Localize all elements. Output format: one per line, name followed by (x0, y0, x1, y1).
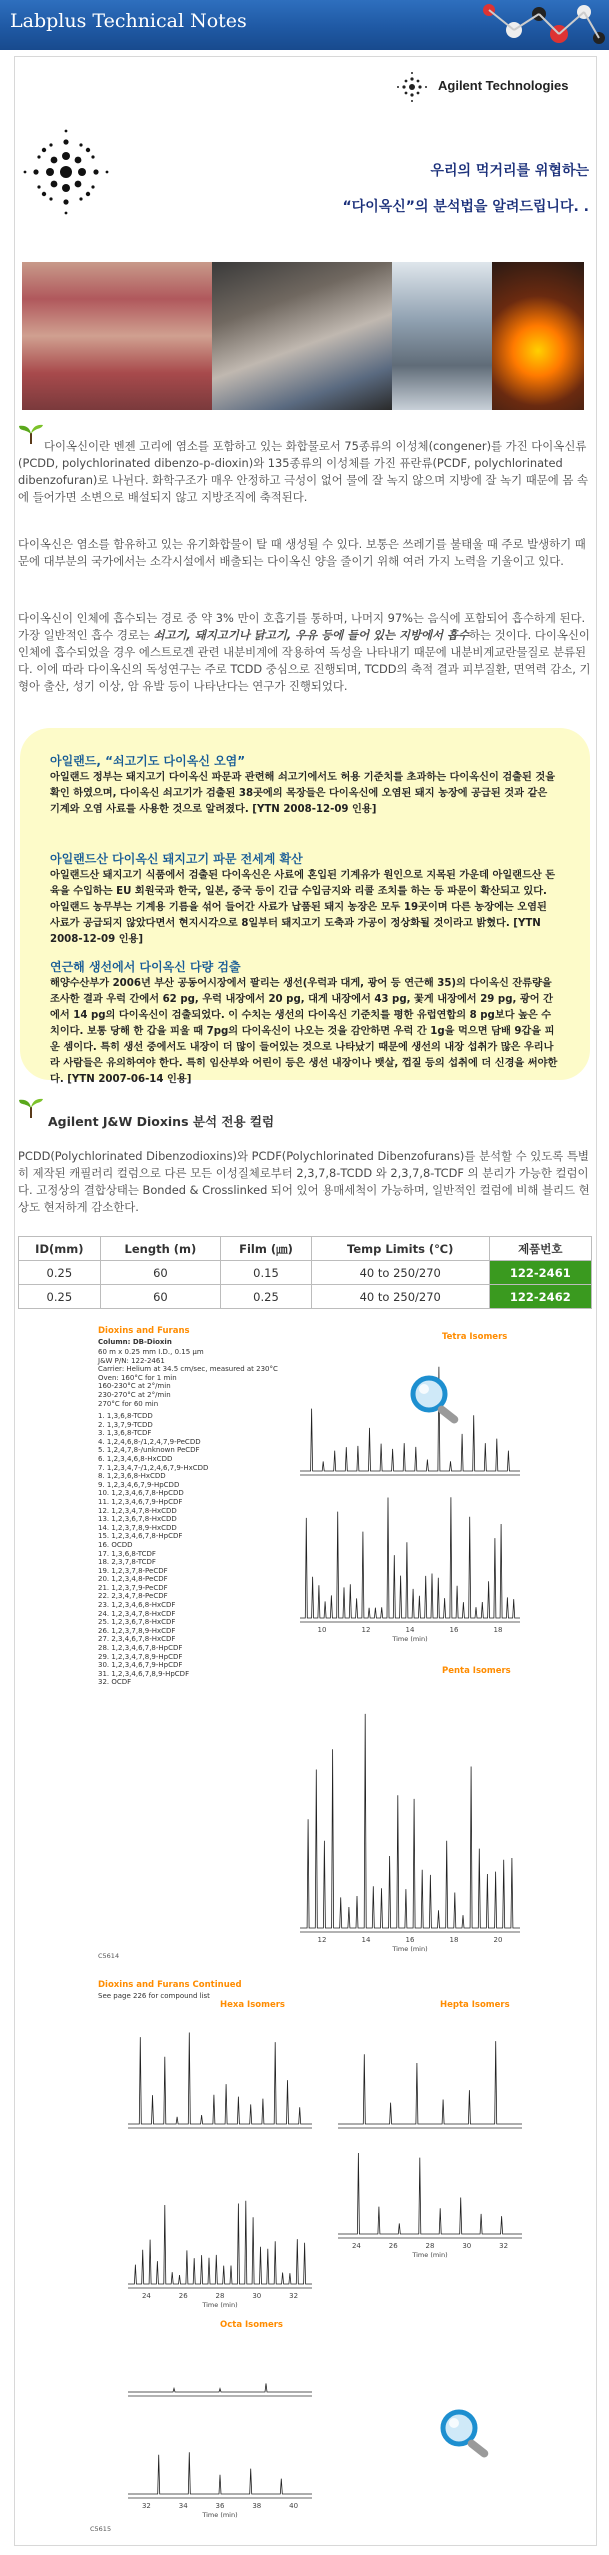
news-body-2: 아일랜드산 돼지고기 식품에서 검출된 다이옥신은 사료에 혼입된 기계유가 원인으로 지목된 가운데 아일랜드산 돈육을 수입하는 EU 회원국과 한국, 일본, 중국 등이 긴급 수입금지와 리콜 조치를 하는 등 파문이 확산되고 있다. 아일랜드 농무부는 기계용 기름을 섞어 들어간 사료가 납품된 돼지 농장은 모두 19곳이며 다른 농장에는 오염된 사료가 공급되지 않았다면서 현지시각으로 8일부터 돼지고기 도축과 가공이 정상화될 것이라고 밝혔다. [YTN 2008-12-09 인용] (50, 870, 556, 945)
header-title: Labplus Technical Notes (10, 10, 247, 32)
header-banner (0, 0, 609, 50)
furnace-photo (492, 262, 584, 410)
compound-item: 8. 1,2,3,6,8-HxCDD (98, 1472, 166, 1481)
cell-id: 0.25 (19, 1261, 101, 1285)
axis-tick-label: 30 (462, 2242, 472, 2250)
penta-title: Penta Isomers (442, 1666, 511, 1676)
column-spec-table (18, 1236, 592, 1309)
chromatogram-figure (60, 1320, 560, 2540)
column-label-text: Column: (98, 1338, 131, 1346)
column-detail-line: 230-270°C at 2°/min (98, 1390, 171, 1399)
news-box (20, 728, 590, 1085)
magnifier-icon[interactable] (435, 2406, 499, 2462)
axis-tick-label: 26 (178, 2292, 188, 2300)
hepta-chromatogram (330, 2014, 530, 2264)
compound-item: 6. 1,2,3,4,6,8-HxCDD (98, 1454, 173, 1463)
axis-tick-label: 16 (449, 1626, 459, 1634)
intro-p3-emphasis: 쇠고기, 돼지고기나 닭고기, 우유 등에 들어 있는 지방에서 흡수 (153, 628, 469, 642)
cell-film: 0.15 (221, 1261, 312, 1285)
axis-tick-label: 16 (405, 1936, 415, 1944)
table-header-row (19, 1237, 592, 1261)
cell-length: 60 (100, 1261, 220, 1285)
compound-item: 19. 1,2,3,7,8-PeCDF (98, 1566, 168, 1575)
axis-tick-label: 24 (351, 2242, 361, 2250)
cell-id: 0.25 (19, 1285, 101, 1309)
octa-title: Octa Isomers (220, 2320, 283, 2330)
compound-item: 27. 2,3,4,6,7,8-HxCDF (98, 1635, 176, 1644)
cell-length: 60 (100, 1285, 220, 1309)
axis-tick-label: 24 (141, 2292, 151, 2300)
axis-tick-label: 32 (141, 2502, 151, 2510)
intro-paragraph-3 (18, 610, 592, 695)
hepta-title: Hepta Isomers (440, 2000, 510, 2010)
chromatogram-trace (300, 1497, 520, 1618)
header-film: Film (㎛) (221, 1237, 312, 1261)
chromatogram-trace (128, 2033, 312, 2125)
compound-item: 16. OCDD (98, 1540, 133, 1549)
axis-tick-label: 12 (361, 1626, 371, 1634)
axis-tick-label: 40 (289, 2502, 299, 2510)
time-axis-label: Time (min) (392, 1945, 428, 1953)
brand-name: Agilent Technologies (438, 78, 569, 93)
cell-temp: 40 to 250/270 (311, 1261, 489, 1285)
axis-tick-label: 28 (425, 2242, 435, 2250)
market-photo (212, 262, 392, 410)
compound-item: 11. 1,2,3,4,6,7,9-HpCDF (98, 1497, 183, 1506)
header-id: ID(mm) (19, 1237, 101, 1261)
chromatogram-trace (338, 2153, 522, 2234)
headline-line-1: 우리의 먹거리를 위협하는 (430, 163, 589, 179)
figure-code-1: C5614 (98, 1952, 120, 1960)
chromatogram-trace (128, 2452, 312, 2494)
compound-item: 12. 1,2,3,4,7,8-HxCDD (98, 1506, 177, 1515)
header-temp: Temp Limits (℃) (311, 1237, 489, 1261)
column-details (98, 1348, 278, 1408)
axis-tick-label: 28 (215, 2292, 225, 2300)
axis-tick-label: 18 (449, 1936, 459, 1944)
axis-tick-label: 36 (215, 2502, 225, 2510)
axis-tick-label: 38 (252, 2502, 262, 2510)
compound-item: 29. 1,2,3,4,7,8,9-HpCDF (98, 1652, 183, 1661)
column-detail-line: 160-230°C at 2°/min (98, 1382, 171, 1391)
tetra-title: Tetra Isomers (442, 1332, 508, 1342)
hexa-title: Hexa Isomers (220, 2000, 285, 2010)
axis-tick-label: 34 (178, 2502, 188, 2510)
axis-tick-label: 10 (317, 1626, 327, 1634)
compound-item: 17. 1,3,6,8-TCDF (98, 1549, 156, 1558)
chromatogram-trace (300, 1714, 520, 1928)
compound-item: 28. 1,2,3,4,6,7,8-HpCDF (98, 1644, 183, 1653)
molecule-graphic (459, 0, 609, 50)
time-axis-label: Time (min) (202, 2511, 238, 2519)
column-detail-line: 60 m x 0.25 mm I.D., 0.15 μm (98, 1348, 204, 1356)
compound-item: 2. 1,3,7,9-TCDD (98, 1420, 153, 1429)
food-photo-strip (22, 262, 584, 410)
incinerator-photo (392, 262, 492, 410)
intro-paragraph-2: 다이옥신은 염소를 함유하고 있는 유기화합물이 탈 때 생성될 수 있다. 보통은 쓰레기를 불태울 때 주로 발생하기 때문에 대부분의 국가에서는 소각시설에서 배출되는 다이옥신 양을 줄이기 위해 여러 가지 노력을 기울이고 있다. (18, 537, 586, 568)
compound-item: 13. 1,2,3,6,7,8-HxCDD (98, 1515, 177, 1524)
cell-film: 0.25 (221, 1285, 312, 1309)
compound-list (98, 1412, 208, 1687)
column-detail-line: J&W P/N: 122-2461 (98, 1356, 165, 1365)
time-axis-label: Time (min) (392, 1635, 428, 1643)
news-title-3: 연근해 생선에서 다이옥신 다량 검출 (50, 960, 241, 974)
chromatogram-trace (338, 2041, 522, 2124)
compound-item: 10. 1,2,3,4,6,7,8-HpCDD (98, 1489, 184, 1498)
table-row (19, 1285, 592, 1309)
compound-item: 1. 1,3,6,8-TCDD (98, 1412, 153, 1420)
column-detail-line: Oven: 160°C for 1 min (98, 1373, 177, 1382)
part-number-link[interactable]: 122-2461 (489, 1261, 591, 1285)
agilent-spark-large-icon (22, 128, 110, 216)
compound-item: 4. 1,2,4,6,8-/1,2,4,7,9-PeCDD (98, 1437, 201, 1446)
compound-item: 31. 1,2,3,4,6,7,8,9-HpCDF (98, 1669, 190, 1678)
compound-item: 30. 1,2,3,4,6,7,9-HpCDF (98, 1661, 183, 1670)
news-title-2: 아일랜드산 다이옥신 돼지고기 파문 전세계 확산 (50, 852, 303, 866)
part-number-link[interactable]: 122-2462 (489, 1285, 591, 1309)
intro-p3-part-a: 다이옥신이 인체에 흡수되는 경로 중 약 3% 만이 호흡기를 통하며, 나머지 97%는 음식에 포함되어 흡수하게 된다. 가장 일반적인 흡수 경로는 (18, 611, 586, 642)
news-title-1: 아일랜드, “쇠고기도 다이옥신 오염” (50, 754, 246, 768)
axis-tick-label: 14 (361, 1936, 371, 1944)
sprout-icon (18, 1098, 44, 1118)
compound-item: 18. 2,3,7,8-TCDF (98, 1558, 156, 1567)
axis-tick-label: 14 (405, 1626, 415, 1634)
chromatogram-trace (128, 2383, 312, 2392)
axis-tick-label: 18 (493, 1626, 503, 1634)
header-length: Length (m) (100, 1237, 220, 1261)
header-part-number: 제품번호 (489, 1237, 591, 1261)
magnifier-icon[interactable] (405, 1372, 469, 1428)
headline-line-2: “다이옥신”의 분석법을 알려드립니다. . (342, 199, 589, 215)
figure-code-2: C5615 (90, 2525, 112, 2533)
table-row (19, 1261, 592, 1285)
time-axis-label: Time (min) (202, 2301, 238, 2309)
meat-photo (22, 262, 212, 410)
compound-item: 7. 1,2,3,4,7-/1,2,4,6,7,9-HxCDD (98, 1463, 209, 1472)
intro-paragraph-1: 다이옥신이란 벤젠 고리에 염소를 포함하고 있는 화합물로서 75종류의 이성체(congener)를 가진 다이옥신류(PCDD, polychlorinated dibenzo-p-dioxin)와 135종류의 이성체를 가진 퓨란류(PCDF, polychlorinated dibenzofuran)로 나뉜다. 화학구조가 매우 안정하고 극성이 없어 물에 잘 녹지 않으며 지방에 잘 녹기 때문에 몸 속에 들어가면 소변으로 배설되지 않고 지방조직에 축적된다. (18, 439, 589, 504)
time-axis-label: Time (min) (412, 2251, 448, 2259)
continued-note: See page 226 for compound list (98, 1992, 210, 2000)
cell-temp: 40 to 250/270 (311, 1285, 489, 1309)
compound-item: 32. OCDF (98, 1678, 132, 1687)
chromatogram-trace (128, 2201, 312, 2284)
column-label (98, 1338, 172, 1347)
compound-item: 22. 2,3,4,7,8-PeCDF (98, 1592, 168, 1601)
chrom-header-title: Dioxins and Furans (98, 1326, 190, 1336)
compound-item: 26. 1,2,3,7,8,9-HxCDF (98, 1626, 176, 1635)
axis-tick-label: 30 (252, 2292, 262, 2300)
compound-item: 25. 1,2,3,6,7,8-HxCDF (98, 1618, 176, 1627)
hexa-chromatogram (120, 2014, 320, 2314)
axis-tick-label: 12 (317, 1936, 327, 1944)
compound-item: 21. 1,2,3,7,9-PeCDF (98, 1583, 168, 1592)
compound-item: 15. 1,2,3,4,6,7,8-HpCDF (98, 1532, 183, 1541)
axis-tick-label: 26 (388, 2242, 398, 2250)
column-section-title: Agilent J&W Dioxins 분석 전용 컬럼 (48, 1114, 275, 1129)
news-body-1: 아일랜드 정부는 돼지고기 다이옥신 파문과 관련해 쇠고기에서도 허용 기준치를 초과하는 다이옥신이 검출된 것을 확인 하였으며, 다이옥신 쇠고기가 검출된 38곳에의 목장들은 다이옥신에 오염된 돼지 농장에 공급된 것과 같은 기계와 오염 사료를 사용한 것으로 알려졌다. [YTN 2008-12-09 인용] (50, 772, 556, 815)
compound-item: 5. 1,2,4,7,8-/unknown PeCDF (98, 1446, 200, 1455)
compound-item: 3. 1,3,6,8-TCDF (98, 1429, 152, 1438)
news-body-3: 해양수산부가 2006년 부산 공동어시장에서 팔리는 생선(우럭과 대게, 광어 등 연근해 35)의 다이옥신 잔류량을 조사한 결과 우럭 간에서 62 pg, 우럭 내장에서 20 pg, 대게 내장에서 43 pg, 꽃게 내장에서 29 pg, 광어 간에서 14 pg의 다이옥신이 검출되었다. 이 수치는 생선의 다이옥신 기준치를 평한 유럽연합의 8 pg보다 높은 수치이다. 보통 당해 한 갑을 피울 때 7pg의 다이옥신이 나오는 것을 감안하면 우럭 간 1g을 먹으면 담배 9갑을 피운 셈이다. 특히 생선 중에서도 내장이 더 많이 들어있는 것으로 나타났기 때문에 생선의 내장 섭취가 많은 우리나라 사람들은 유의하여야 한다. 특히 임산부와 어린이 등은 생선 내장이나 뱃살, 껍질 등의 섭취에 더 신경을 써야한다. [YTN 2007-06-14 인용] (50, 978, 558, 1085)
penta-chromatogram (290, 1678, 530, 1958)
column-description: PCDD(Polychlorinated Dibenzodioxins)와 PCDF(Polychlorinated Dibenzofurans)를 분석할 수 있도록 특별히 제작된 캐필러리 컬럼으로 다른 모든 이성질체로부터 2,3,7,8-TCDD 와 2,3,7,8-TCDF 의 분리가 가능한 컬럼이다. 고정상의 결합상태는 Bonded & Crosslinked 되어 있어 용매세척이 가능하며, 일반적인 컬럼에 비해 블리드 현상도 현저하게 감소한다. (18, 1149, 590, 1214)
compound-item: 23. 1,2,3,4,6,8-HxCDF (98, 1601, 176, 1610)
compound-item: 14. 1,2,3,7,8,9-HxCDD (98, 1523, 177, 1532)
compound-item: 9. 1,2,3,4,6,7,9-HpCDD (98, 1480, 180, 1489)
column-name: DB-Dioxin (132, 1338, 172, 1346)
compound-item: 20. 1,2,3,4,8-PeCDF (98, 1575, 168, 1584)
axis-tick-label: 20 (493, 1936, 503, 1944)
column-detail-line: Carrier: Helium at 34.5 cm/sec, measured at 230°C (98, 1365, 278, 1374)
axis-tick-label: 32 (289, 2292, 299, 2300)
column-detail-line: 270°C for 60 min (98, 1399, 159, 1408)
intro-p3-part-c: 하는 것이다. 다이옥신이 인체에 흡수되었을 경우 에스트로겐 관련 내분비계에 작용하여 독성을 나타내기 때문에 내분비계교란물질로 분류된다. 이에 따라 다이옥신의 독성연구는 주로 TCDD 중심으로 진행되며, TCDD의 축적 결과 피부질환, 면역력 감소, 기형아 출산, 성기 이상, 암 유발 등이 나타난다는 연구가 진행되었다. (18, 628, 591, 693)
axis-tick-label: 32 (499, 2242, 509, 2250)
continued-title: Dioxins and Furans Continued (98, 1980, 242, 1990)
octa-chromatogram (120, 2332, 320, 2522)
compound-item: 24. 1,2,3,4,7,8-HxCDF (98, 1609, 176, 1618)
